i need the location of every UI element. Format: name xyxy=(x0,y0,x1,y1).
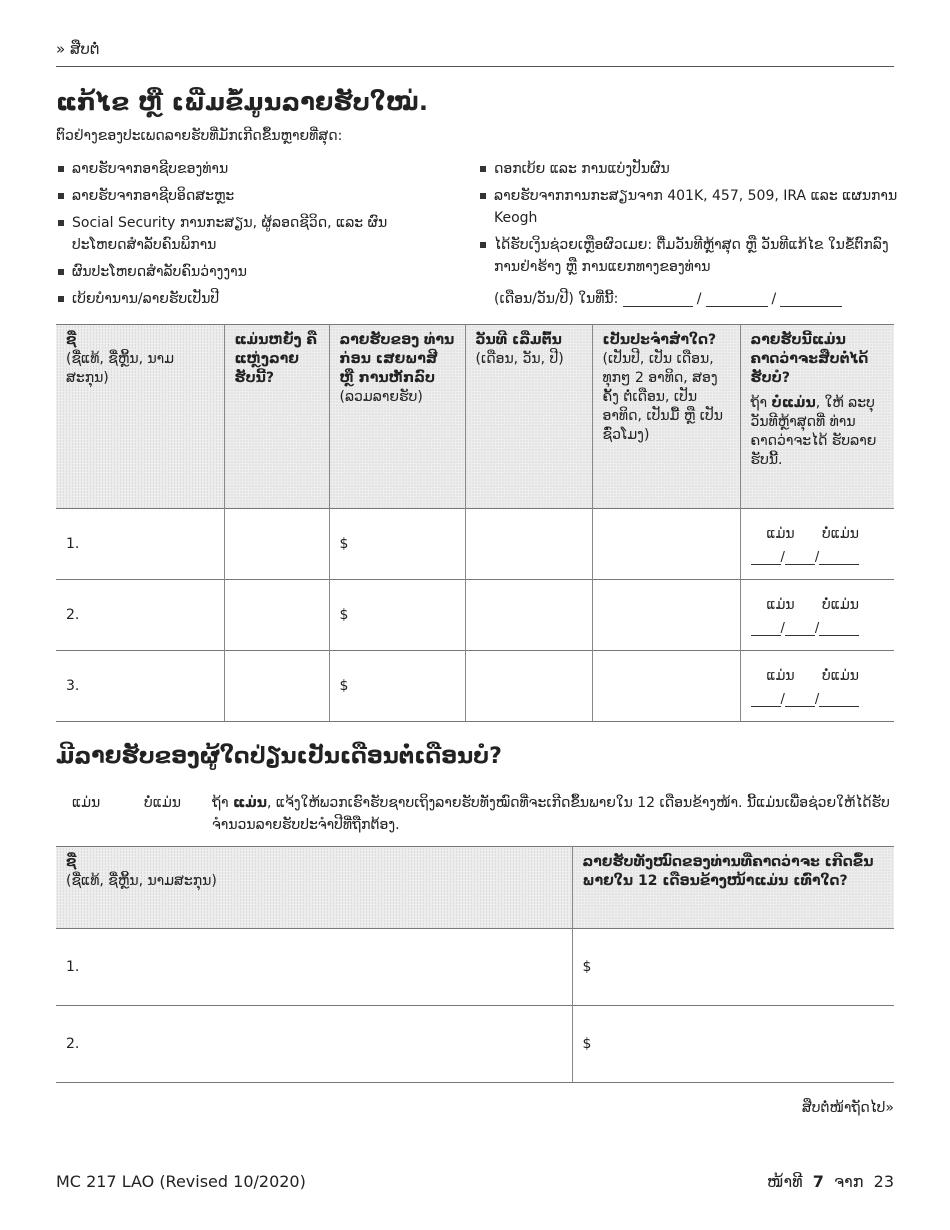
table-row xyxy=(56,580,894,651)
col-header-annual-income: ລາຍຮັບທັງໝົດຂອງທ່ານທີ່ຄາດວ່າຈະ ເກີດຂຶ້ນພາຍໃນ 12 ເດືອນຂ້າງໜ້າແມ່ນ ເທົ່າໃດ? xyxy=(572,847,894,929)
day-field[interactable] xyxy=(706,292,768,307)
month-field[interactable] xyxy=(623,292,693,307)
continue-cell xyxy=(740,580,894,651)
col-header-gross: ລາຍຮັບຂອງ ທ່ານກ່ອນ ເສຍພາສີ ຫຼື ການຫັກລົບ (ລວມລາຍຮັບ) xyxy=(329,325,465,509)
annual-income-table xyxy=(56,846,894,1083)
table-row xyxy=(56,929,894,1006)
yes-option[interactable]: ແມ່ນ xyxy=(72,795,101,811)
list-item: ລາຍຮັບຈາກການກະສຽນຈາກ 401K, 457, 509, IRA ແລະ ແຜນການ Keogh xyxy=(480,185,900,229)
start-date-cell[interactable] xyxy=(465,580,592,651)
col-header-name: ຊື່ (ຊື່ແທ້, ຊື່ຫຼິ້ນ, ນາມສະກຸນ) xyxy=(56,325,224,509)
col-header-continue: ລາຍຮັບນີ້ແມ່ນ ຄາດວ່າຈະສືບຕໍ່ໄດ້ ຮັບບໍ? ຖ້າ ບໍ່ແມ່ນ, ໃຫ້ ລະບຸວັນທີຫຼ້າສຸດທີ່ ທ່ານຄາດວ່າຈະໄດ້ ຮັບລາຍຮັບນີ້. xyxy=(740,325,894,509)
no-option[interactable]: ບໍ່ແມ່ນ xyxy=(822,596,859,613)
end-date-field[interactable]: / / xyxy=(751,692,885,707)
start-date-cell[interactable] xyxy=(465,509,592,580)
frequency-cell[interactable] xyxy=(592,580,740,651)
income-examples-right xyxy=(480,158,900,283)
annual-income-cell[interactable]: $ xyxy=(572,1006,894,1083)
gross-cell[interactable]: $ xyxy=(329,651,465,722)
no-option[interactable]: ບໍ່ແມ່ນ xyxy=(144,795,181,811)
continued-label: » ສືບຕໍ່ xyxy=(56,40,100,58)
page-number: ໜ້າທີ 7 ຈາກ 23 xyxy=(767,1172,894,1191)
source-cell[interactable] xyxy=(224,509,329,580)
end-date-field[interactable]: / / xyxy=(751,550,885,565)
table-row xyxy=(56,509,894,580)
list-item: ດອກເບ້ຍ ແລະ ການແບ່ງປັນຜົນ xyxy=(480,158,900,180)
col-header-source: ແມ່ນຫຍັງ ຄືແຫຼ່ງລາຍ ຮັບນີ້? xyxy=(224,325,329,509)
form-id: MC 217 LAO (Revised 10/2020) xyxy=(56,1172,306,1191)
yes-option[interactable]: ແມ່ນ xyxy=(766,667,795,684)
annual-income-cell[interactable]: $ xyxy=(572,929,894,1006)
question-text: ຖ້າ ແມ່ນ, ແຈ້ງໃຫ້ພວກເຮົາຮັບຊາບເຖິງລາຍຮັບທັງໝົດທີ່ຈະເກີດຂຶ້ນພາຍໃນ 12 ເດືອນຂ້າງໜ້າ. ນີ້ແມ່ນເພື່ອຊ່ວຍໃຫ້ໄດ້ຮັບຈຳນວນລາຍຮັບປະຈຳປີທີ່ຖືກຕ້ອງ. xyxy=(212,795,890,833)
monthly-change-question xyxy=(72,792,892,842)
income-examples-left xyxy=(58,158,418,315)
section-title: ແກ້ໄຂ ຫຼື ເພີ່ມຂໍ້ມູນລາຍຮັບໃໝ່. xyxy=(56,88,429,116)
row-number: 2. xyxy=(56,1006,572,1083)
col-header-start-date: ວັນທີ ເລີ່ມຕົ້ນ (ເດືອນ, ວັນ, ປີ) xyxy=(465,325,592,509)
list-item: ຜົນປະໂຫຍດສຳລັບຄົນວ່າງງານ xyxy=(58,261,418,283)
gross-cell[interactable]: $ xyxy=(329,580,465,651)
continue-cell xyxy=(740,651,894,722)
list-item: ລາຍຮັບຈາກອາຊີບຂອງທ່ານ xyxy=(58,158,418,180)
row-number: 3. xyxy=(56,651,224,722)
list-item: ໄດ້ຮັບເງິນຊ່ວຍເຫຼືອຜົວເມຍ: ຕື່ມວັນທີຫຼ້າສຸດ ຫຼື ວັນທີແກ້ໄຂ ໃນຂໍ້ຕົກລົງການຢ່າຮ້າງ ຫຼື ການແຍກທາງຂອງທ່ານ xyxy=(480,234,900,278)
gross-cell[interactable]: $ xyxy=(329,509,465,580)
source-cell[interactable] xyxy=(224,580,329,651)
table-row xyxy=(56,651,894,722)
section-intro: ຕົວຢ່າງຂອງປະເພດລາຍຮັບທີ່ມັກເກີດຂຶ້ນຫຼາຍທີ່ສຸດ: xyxy=(56,128,343,144)
continue-next-page: ສືບຕໍ່ໜ້າຖັດໄປ» xyxy=(801,1100,894,1116)
list-item: ເບ້ຍບຳນານ/ລາຍຮັບເປັນປີ xyxy=(58,288,418,310)
section2-title: ມີລາຍຮັບຂອງຜູ້ໃດປ່ຽນເປັນເດືອນຕໍ່ເດືອນບໍ? xyxy=(56,744,502,769)
header-divider xyxy=(56,66,894,67)
row-number: 1. xyxy=(56,929,572,1006)
list-item: ລາຍຮັບຈາກອາຊີບອິດສະຫຼະ xyxy=(58,185,418,207)
no-option[interactable]: ບໍ່ແມ່ນ xyxy=(822,667,859,684)
year-field[interactable] xyxy=(780,292,842,307)
continue-cell xyxy=(740,509,894,580)
list-item: Social Security ການກະສຽນ, ຜູ້ລອດຊີວິດ, ແລະ ຜົນປະໂຫຍດສຳລັບຄົນພິການ xyxy=(58,212,418,256)
date-caption: (ເດືອນ/ວັນ/ປີ) ໃນທີ່ນີ້: xyxy=(494,291,619,307)
row-number: 1. xyxy=(56,509,224,580)
date-entry: (ເດືອນ/ວັນ/ປີ) ໃນທີ່ນີ້: / / xyxy=(494,291,842,307)
col-header-frequency: ເປັນປະຈຳສ່ຳໃດ? (ເປັນປີ, ເປັນ ເດືອນ, ທຸກໆ 2 ອາທິດ, ສອງຄັ້ງ ຕໍ່ເດືອນ, ເປັນ ອາທິດ, ເປັນມື້ ຫຼື ເປັນຊົ່ວໂມງ) xyxy=(592,325,740,509)
income-table xyxy=(56,324,894,722)
col-header-name: ຊື່ (ຊື່ແທ້, ຊື່ຫຼິ້ນ, ນາມສະກຸນ) xyxy=(56,847,572,929)
row-number: 2. xyxy=(56,580,224,651)
yes-option[interactable]: ແມ່ນ xyxy=(766,525,795,542)
yes-option[interactable]: ແມ່ນ xyxy=(766,596,795,613)
end-date-field[interactable]: / / xyxy=(751,621,885,636)
start-date-cell[interactable] xyxy=(465,651,592,722)
source-cell[interactable] xyxy=(224,651,329,722)
frequency-cell[interactable] xyxy=(592,651,740,722)
frequency-cell[interactable] xyxy=(592,509,740,580)
table-row xyxy=(56,1006,894,1083)
no-option[interactable]: ບໍ່ແມ່ນ xyxy=(822,525,859,542)
